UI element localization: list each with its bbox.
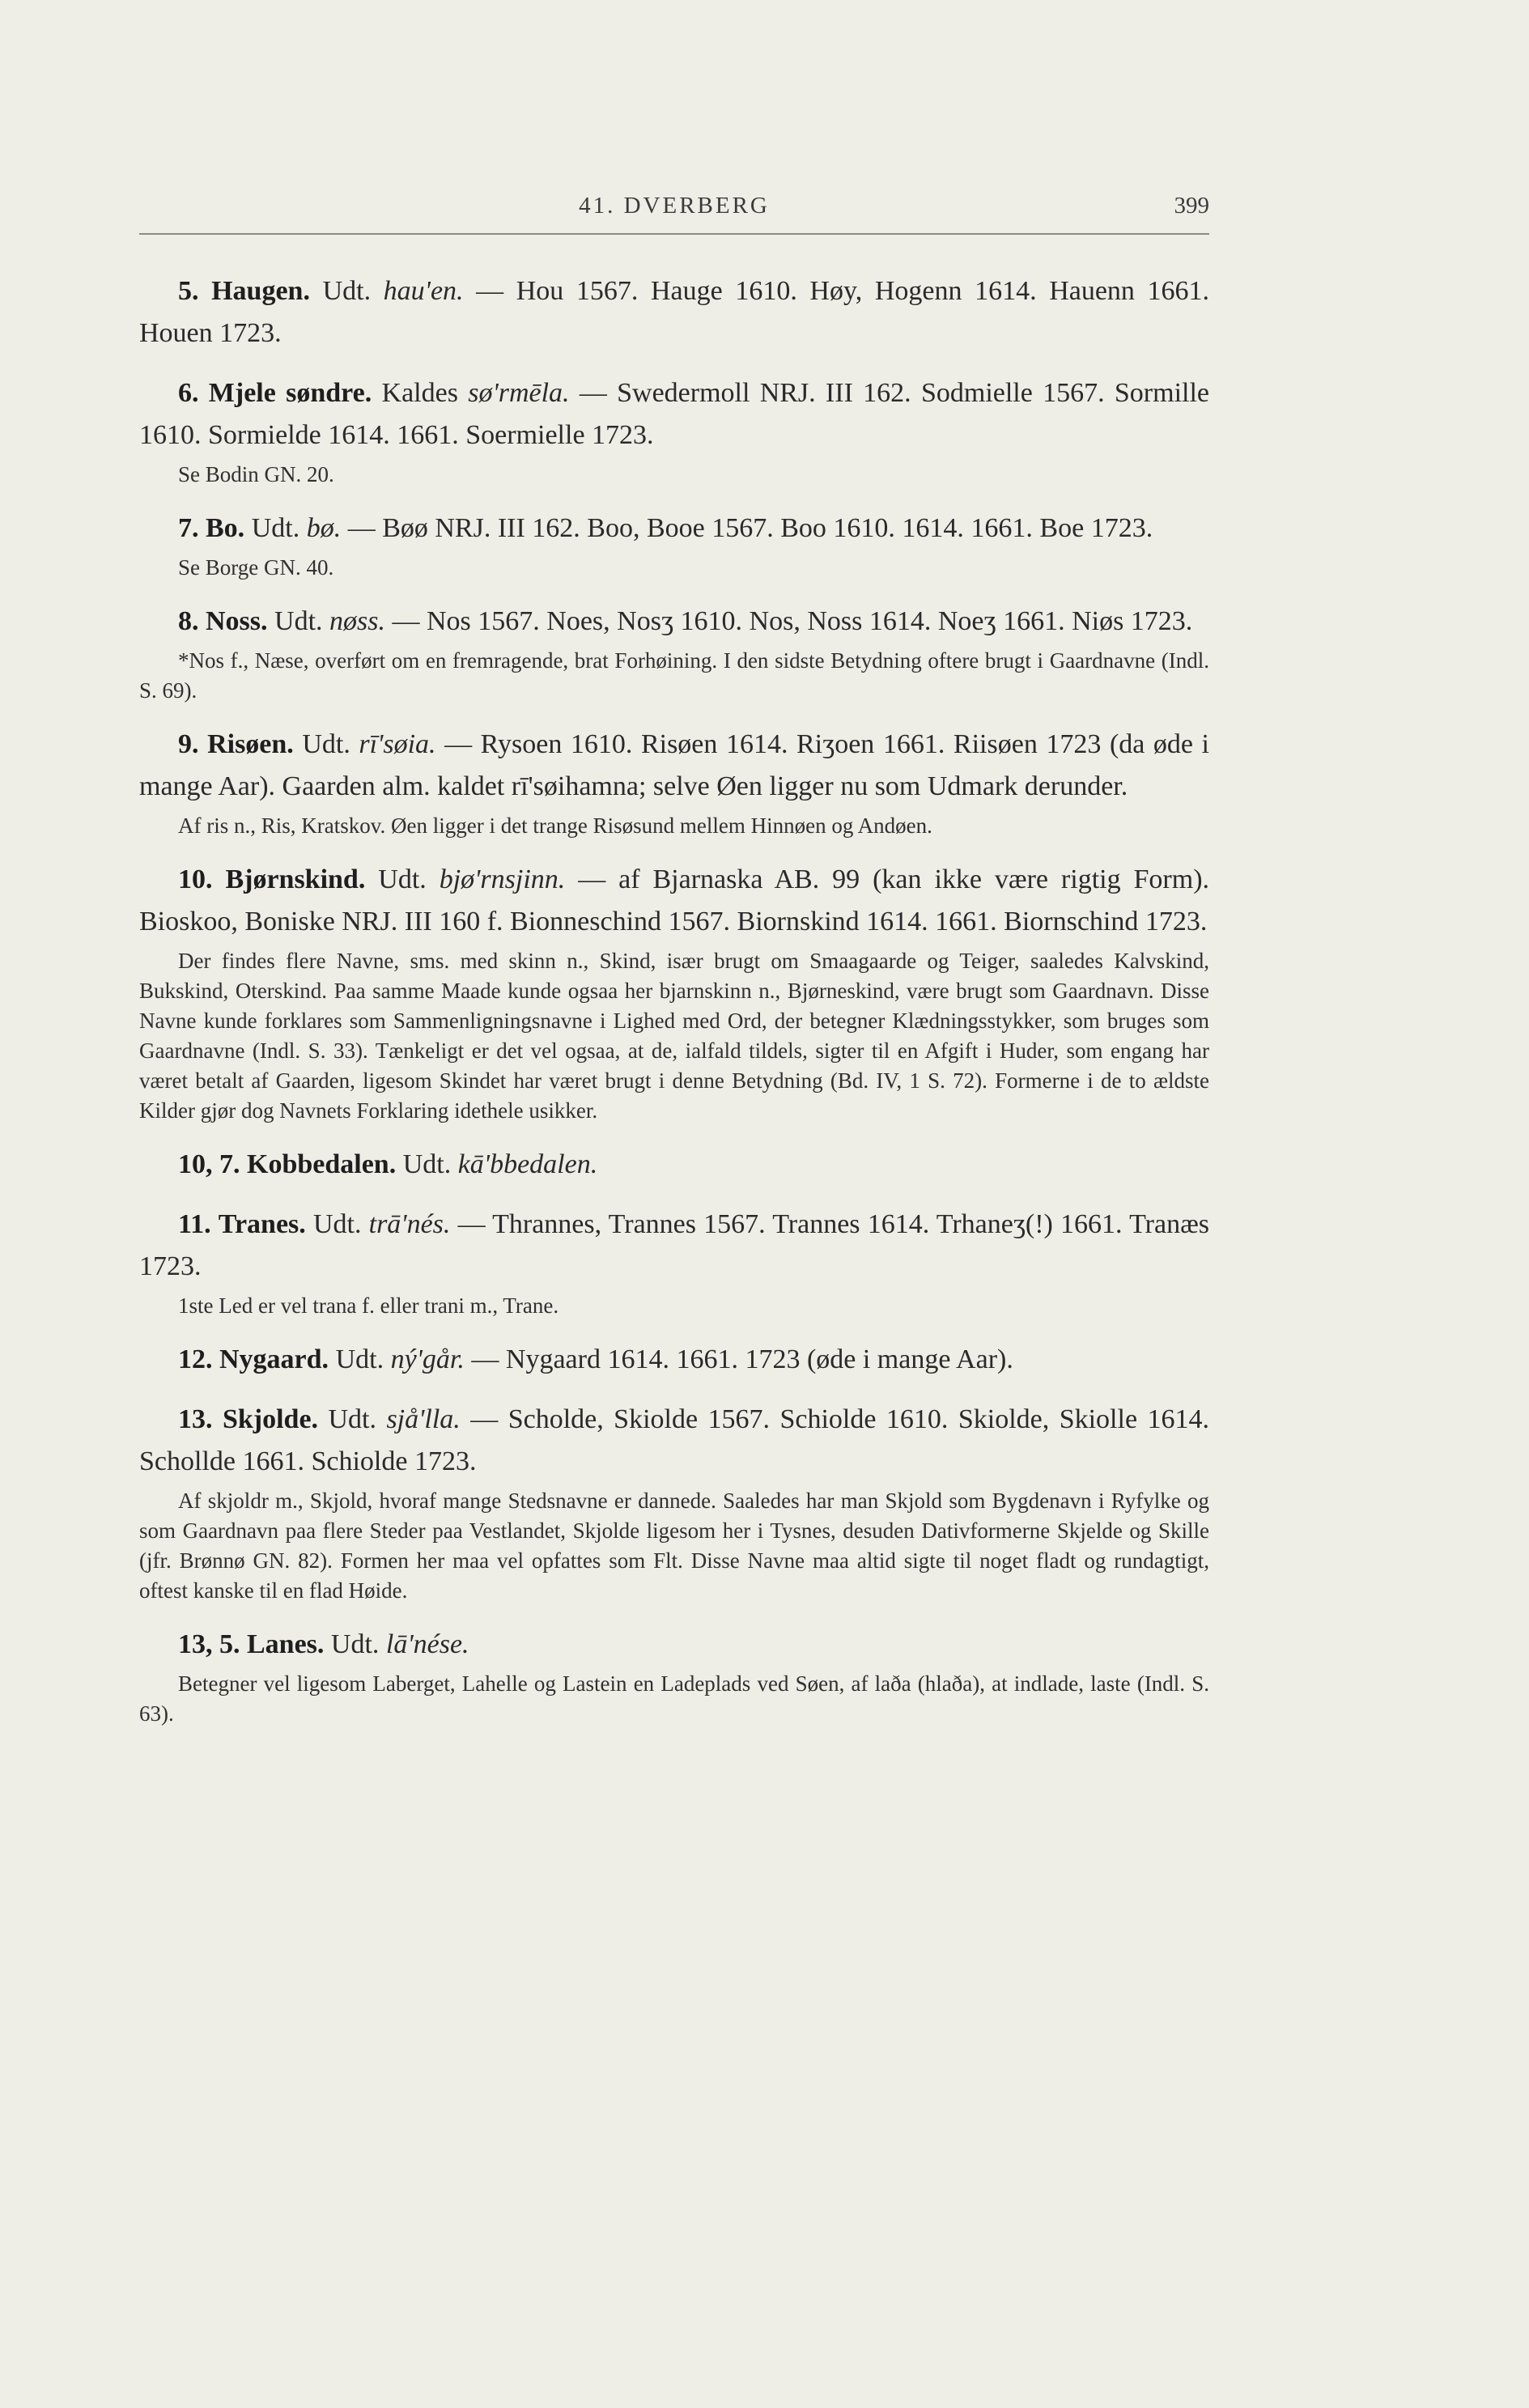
entry [139, 1144, 1209, 1186]
entry-headword: Nygaard. [219, 1344, 329, 1374]
entry-prefix: Udt. [396, 1149, 458, 1179]
entry-number: 10. [178, 864, 213, 894]
entry-note: Se Bodin GN. 20. [178, 462, 334, 486]
page-content [139, 193, 1209, 1729]
entry [139, 724, 1209, 808]
entry-prefix: Udt. [309, 276, 384, 306]
entry-note: Af ris n., Ris, Kratskov. Øen ligger i det trange Risøsund mellem Hinnøen og Andøen. [178, 813, 932, 838]
entry [139, 601, 1209, 643]
entry-note: Der findes flere Navne, sms. med skinn n., Skind, især brugt om Smaagaarde og Teiger, saaledes Kalvskind, Bukskind, Oterskind. Paa samme Maade kunde ogsaa her bjarnskinn n., Bjørneskind, være brugt som Gaardnavn. Disse Navne kunde forklares som Sammenligningsnavne i Lighed med Ord, der betegner Klædningsstykker, som bruges som Gaardnavne (Indl. S. 33). Tænkeligt er det vel ogsaa, at de, ialfald tildels, sigter til en Afgift i Huder, som engang har været betalt af Gaarden, ligesom Skindet har været brugt i denne Betydning (Bd. IV, 1 S. 72). Formerne i de to ældste Kilder gjør dog Navnets Forklaring idethele usikker. [139, 949, 1209, 1123]
entry-number: 9. [178, 729, 199, 759]
entry-pronunciation: kā'bbedalen. [457, 1149, 598, 1179]
entry-pronunciation: lā'nése. [385, 1629, 469, 1659]
entry-pronunciation: rī'søia. [359, 729, 436, 759]
entry-pronunciation: hau'en. [383, 276, 464, 306]
entry-list [139, 270, 1209, 1729]
entry-number: 12. [178, 1344, 213, 1374]
entry-number: 5. [178, 276, 199, 306]
entry-note: Af skjoldr m., Skjold, hvoraf mange Stedsnavne er dannede. Saaledes har man Skjold som Bygdenavn i Ryfylke og som Gaardnavn paa flere Steder paa Vestlandet, Skjolde ligesom her i Tysnes, desuden Dativformerne Skjelde og Skille (jfr. Brønnø GN. 82). Formen her maa vel opfattes som Flt. Disse Navne maa altid sigte til noget fladt og rundagtigt, oftest kanske til en flad Høide. [139, 1489, 1209, 1603]
entry-headword: Mjele søndre. [208, 378, 372, 408]
entry-number: 10, 7. [178, 1149, 240, 1179]
entry-note: Betegner vel ligesom Laberget, Lahelle og Lastein en Ladeplads ved Søen, af laða (hlaða), at indlade, laste (Indl. S. 63). [139, 1671, 1209, 1726]
entry-forms: — Nos 1567. Noes, Nosʒ 1610. Nos, Noss 1614. Noeʒ 1661. Niøs 1723. [385, 606, 1193, 636]
entry-forms: — Nygaard 1614. 1661. 1723 (øde i mange Aar). [464, 1344, 1013, 1374]
entry-pronunciation: ný'går. [390, 1344, 465, 1374]
entry-prefix: Udt. [324, 1629, 386, 1659]
entry-forms: — Thrannes, Trannes 1567. Trannes 1614. Trhaneʒ(!) 1661. Tranæs 1723. [139, 1209, 1209, 1281]
entry [139, 1339, 1209, 1381]
entry-note: *Nos f., Næse, overført om en fremragende, brat Forhøining. I den sidste Betydning oftere brugt i Gaardnavne (Indl. S. 69). [139, 648, 1209, 703]
entry-pronunciation: bjø'rnsjinn. [439, 864, 566, 894]
entry [139, 270, 1209, 355]
entry-prefix: Udt. [293, 729, 359, 759]
entry-headword: Kobbedalen. [247, 1149, 397, 1179]
entry-note: 1ste Led er vel trana f. eller trani m., Trane. [178, 1293, 559, 1318]
entry-forms: — Hou 1567. Hauge 1610. Høy, Hogenn 1614. Hauenn 1661. Houen 1723. [139, 276, 1210, 348]
entry-headword: Risøen. [207, 729, 294, 759]
entry-pronunciation: sjå'lla. [386, 1404, 461, 1434]
entry-number: 6. [178, 378, 199, 408]
entry-headword: Noss. [206, 606, 268, 636]
entry [139, 1204, 1209, 1288]
entry-prefix: Udt. [305, 1209, 369, 1239]
entry-pronunciation: nøss. [329, 606, 385, 636]
header-title: 41. DVERBERG [579, 193, 770, 219]
entry-forms: — af Bjarnaska AB. 99 (kan ikke være rigtig Form). Bioskoo, Boniske NRJ. III 160 f. Bionneschind 1567. Biornskind 1614. 1661. Biornschind 1723. [139, 864, 1210, 936]
entry-prefix: Udt. [267, 606, 330, 636]
entry [139, 508, 1209, 550]
entry [139, 1399, 1209, 1483]
entry-forms: — Swedermoll NRJ. III 162. Sodmielle 1567. Sormille 1610. Sormielde 1614. 1661. Soermielle 1723. [139, 378, 1210, 450]
entry-number: 13, 5. [178, 1629, 240, 1659]
entry-headword: Bjørnskind. [225, 864, 366, 894]
page-number: 399 [1174, 193, 1209, 219]
entry-prefix: Udt. [318, 1404, 387, 1434]
entry-pronunciation: bø. [306, 513, 342, 543]
entry-forms: — Rysoen 1610. Risøen 1614. Riʒoen 1661. Riisøen 1723 (da øde i mange Aar). Gaarden alm. kaldet rī'søihamna; selve Øen ligger nu som Udmark derunder. [139, 729, 1210, 801]
entry-pronunciation: trā'nés. [368, 1209, 451, 1239]
entry-pronunciation: sø'rmēla. [468, 378, 570, 408]
entry-number: 11. [178, 1209, 211, 1239]
entry-prefix: Udt. [244, 513, 307, 543]
entry-forms: — Bøø NRJ. III 162. Boo, Booe 1567. Boo 1610. 1614. 1661. Boe 1723. [341, 513, 1153, 543]
entry-forms: — Scholde, Skiolde 1567. Schiolde 1610. Skiolde, Skiolle 1614. Schollde 1661. Schiolde 1723. [139, 1404, 1209, 1476]
entry [139, 859, 1209, 943]
entry [139, 372, 1209, 457]
entry-prefix: Kaldes [372, 378, 469, 408]
entry-note: Se Borge GN. 40. [178, 555, 334, 580]
entry-number: 8. [178, 606, 199, 636]
entry-headword: Bo. [206, 513, 245, 543]
entry-number: 7. [178, 513, 199, 543]
entry-headword: Haugen. [211, 276, 310, 306]
entry-headword: Lanes. [247, 1629, 325, 1659]
entry [139, 1624, 1209, 1666]
running-header [139, 193, 1209, 235]
entry-headword: Skjolde. [222, 1404, 319, 1434]
entry-prefix: Udt. [329, 1344, 391, 1374]
entry-number: 13. [178, 1404, 213, 1434]
entry-prefix: Udt. [365, 864, 440, 894]
entry-headword: Tranes. [218, 1209, 306, 1239]
